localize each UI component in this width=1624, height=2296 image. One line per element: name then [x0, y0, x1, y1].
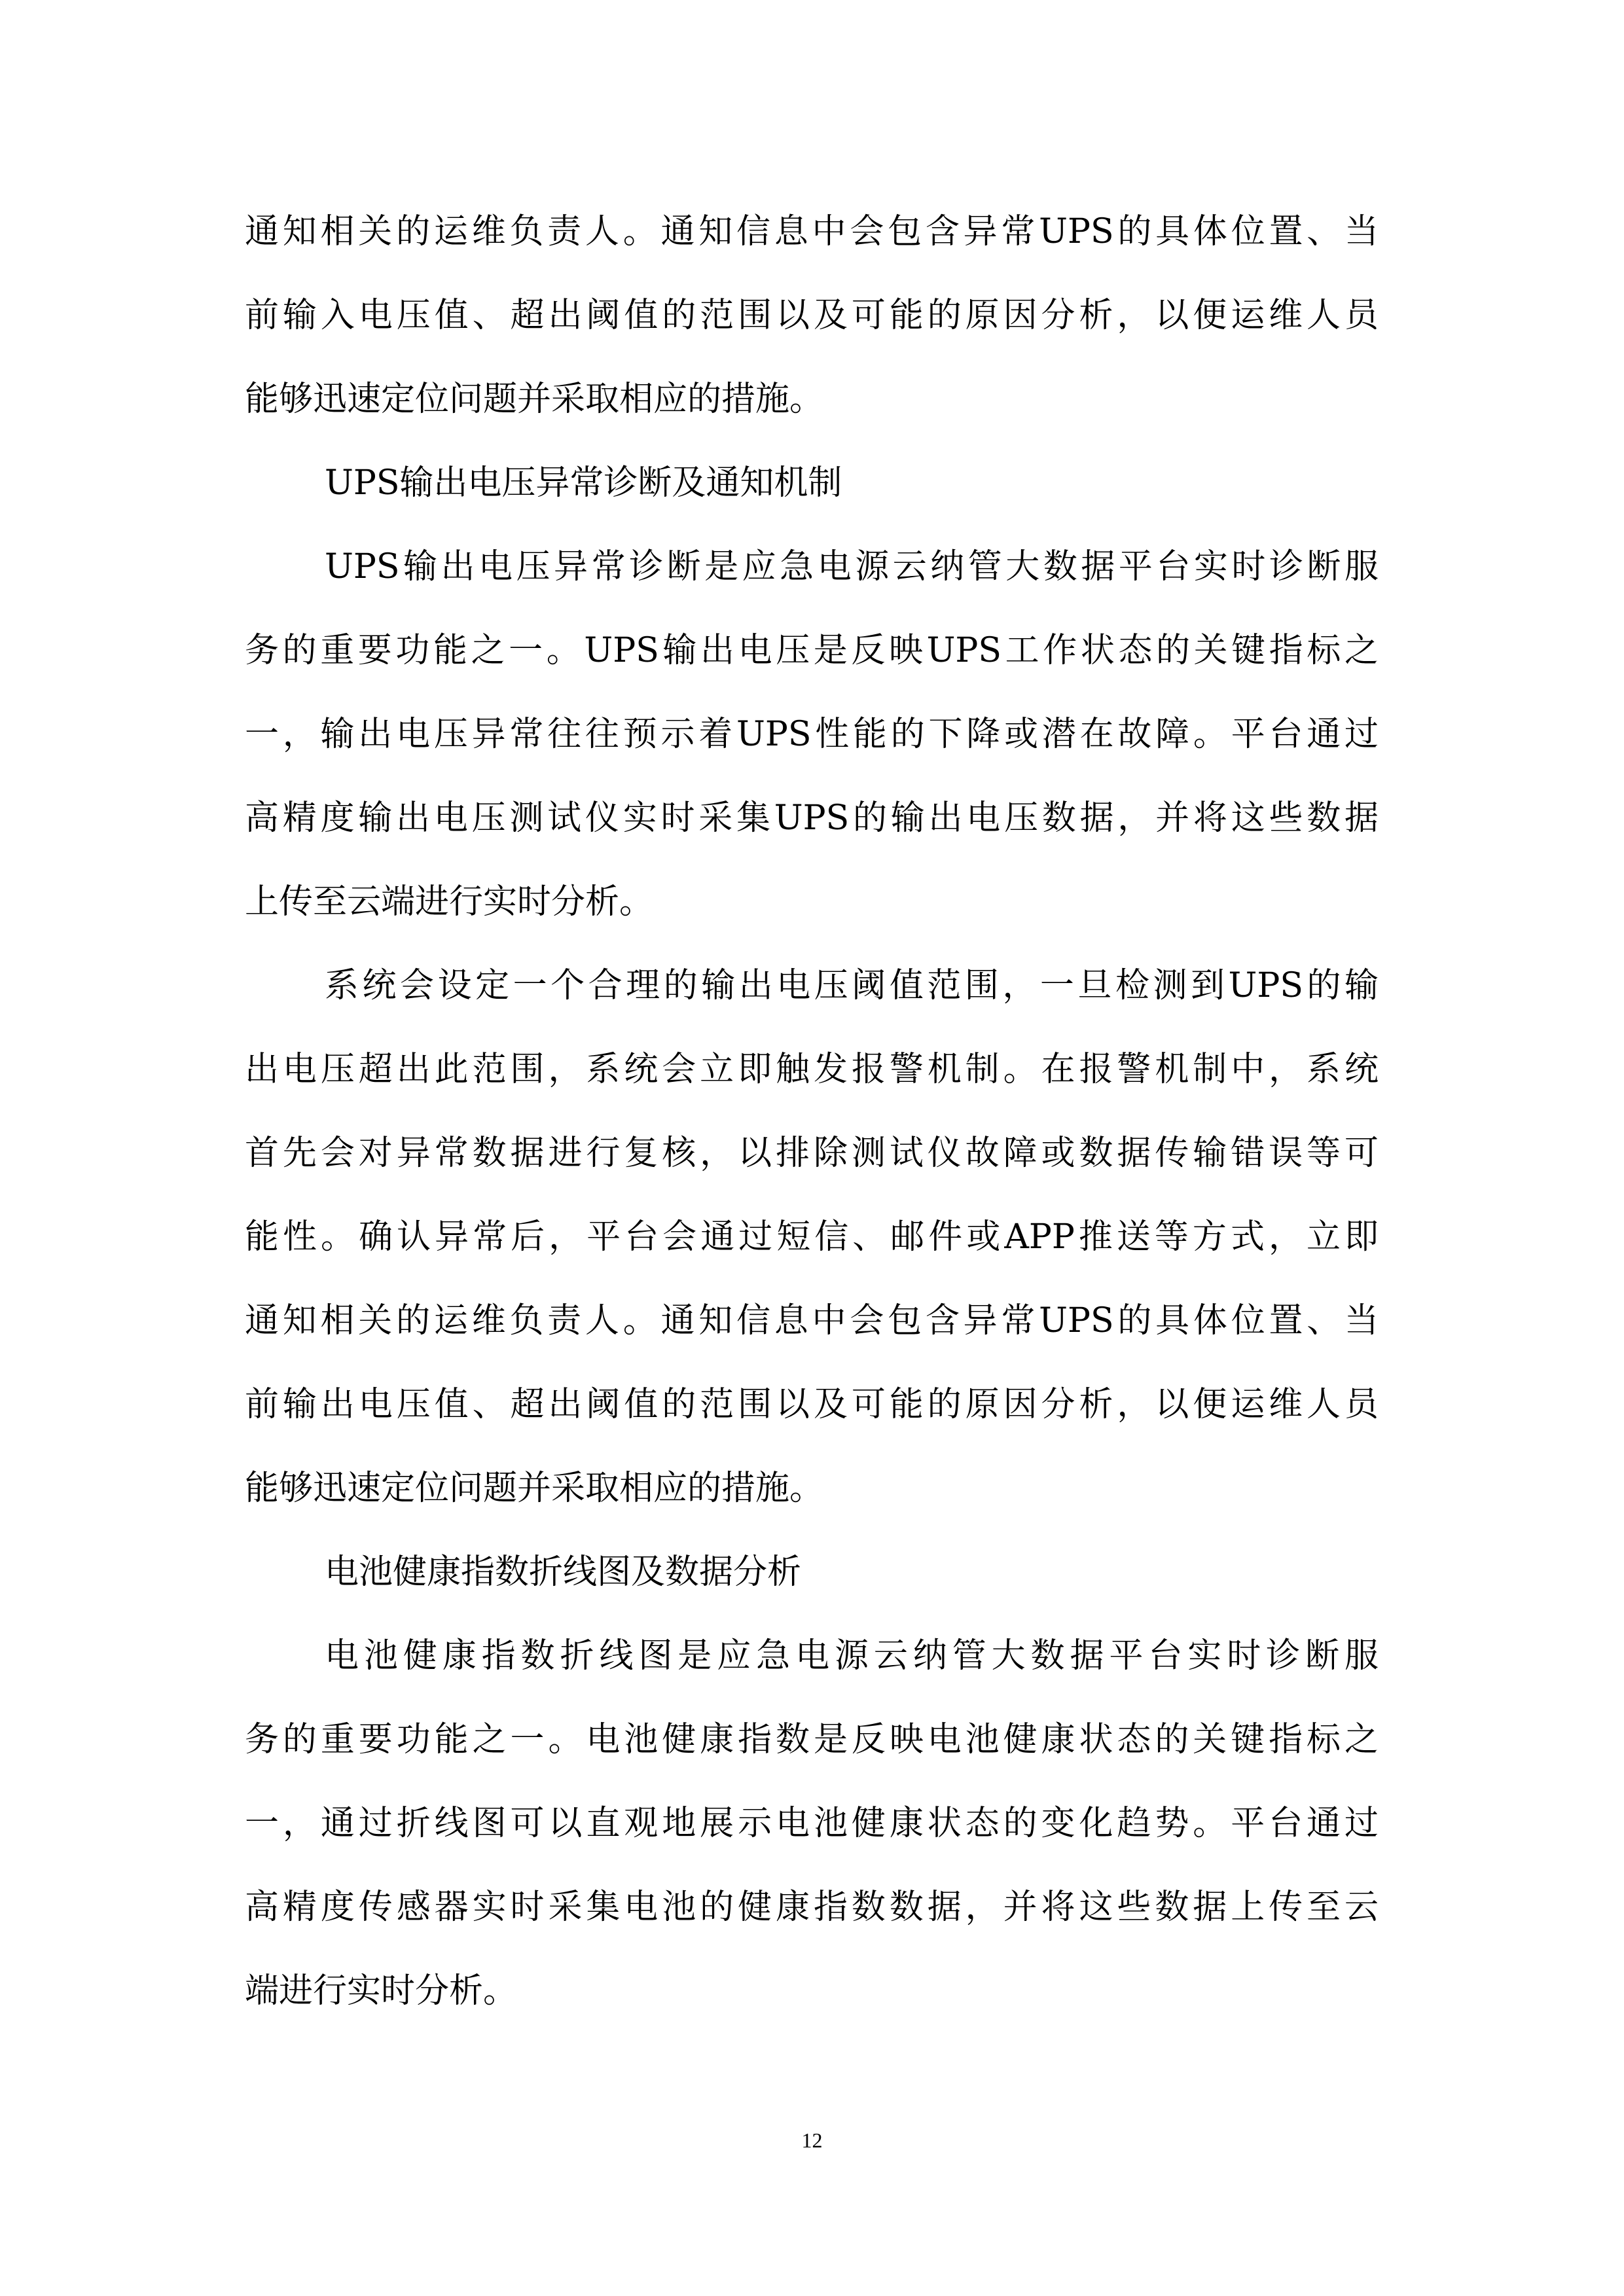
paragraph-4-line-4: 高精度传感器实时采集电池的健康指数数据，并将这些数据上传至云: [245, 1888, 1379, 1927]
paragraph-3-line-2: 出电压超出此范围，系统会立即触发报警机制。在报警机制中，系统: [245, 1050, 1379, 1089]
paragraph-4-line-5: 端进行实时分析。: [245, 1971, 518, 2011]
paragraph-3-line-1: 系统会设定一个合理的输出电压阈值范围，一旦检测到UPS的输: [325, 966, 1379, 1005]
paragraph-3-line-7: 能够迅速定位问题并采取相应的措施。: [245, 1469, 824, 1508]
page-number: 12: [801, 2128, 823, 2152]
paragraph-2-line-4: 高精度输出电压测试仪实时采集UPS的输出电压数据，并将这些数据: [245, 798, 1379, 838]
paragraph-2-line-2: 务的重要功能之一。UPS输出电压是反映UPS工作状态的关键指标之: [245, 631, 1379, 670]
paragraph-2-line-1: UPS输出电压异常诊断是应急电源云纳管大数据平台实时诊断服: [325, 547, 1379, 586]
paragraph-3-line-3: 首先会对异常数据进行复核，以排除测试仪故障或数据传输错误等可: [245, 1134, 1379, 1173]
section-heading-ups-output-voltage: UPS输出电压异常诊断及通知机制: [325, 463, 842, 503]
paragraph-2-line-5: 上传至云端进行实时分析。: [245, 882, 654, 922]
paragraph-3-line-4: 能性。确认异常后，平台会通过短信、邮件或APP推送等方式，立即: [245, 1217, 1379, 1257]
paragraph-1-line-1: 通知相关的运维负责人。通知信息中会包含异常UPS的具体位置、当: [245, 212, 1379, 251]
paragraph-4-line-2: 务的重要功能之一。电池健康指数是反映电池健康状态的关键指标之: [245, 1720, 1379, 1759]
paragraph-3-line-5: 通知相关的运维负责人。通知信息中会包含异常UPS的具体位置、当: [245, 1301, 1379, 1340]
paragraph-3-line-6: 前输出电压值、超出阈值的范围以及可能的原因分析，以便运维人员: [245, 1385, 1379, 1424]
section-heading-battery-health-index: 电池健康指数折线图及数据分析: [325, 1552, 802, 1592]
paragraph-4-line-1: 电池健康指数折线图是应急电源云纳管大数据平台实时诊断服: [325, 1636, 1379, 1676]
paragraph-1-line-3: 能够迅速定位问题并采取相应的措施。: [245, 380, 824, 419]
paragraph-1-line-2: 前输入电压值、超出阈值的范围以及可能的原因分析，以便运维人员: [245, 296, 1379, 335]
paragraph-4-line-3: 一，通过折线图可以直观地展示电池健康状态的变化趋势。平台通过: [245, 1804, 1379, 1843]
paragraph-2-line-3: 一，输出电压异常往往预示着UPS性能的下降或潜在故障。平台通过: [245, 715, 1379, 754]
